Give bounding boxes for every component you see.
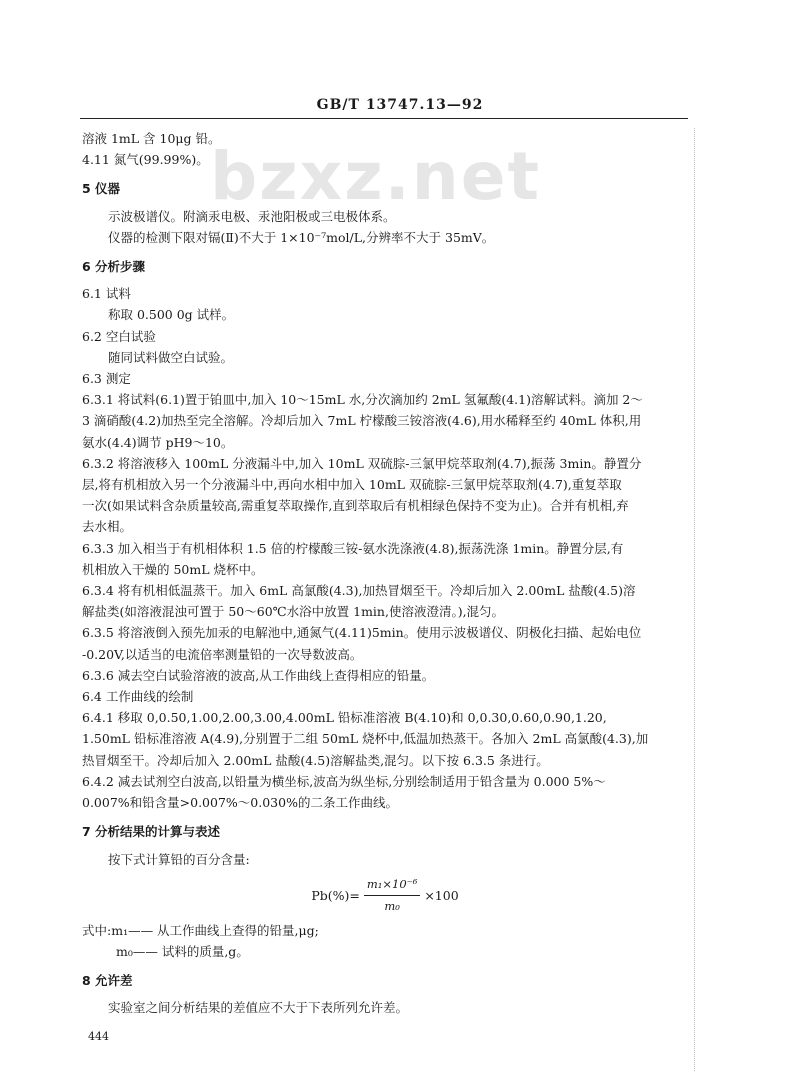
text-line: 4.11 氮气(99.99%)。 [82,152,209,168]
formula [82,874,688,918]
text-line: 随同试料做空白试验。 [108,349,234,365]
text-line: 按下式计算铅的百分含量: [108,851,250,867]
section-heading-5: 5 仪器 [82,181,121,197]
text-line: 实验室之间分析结果的差值应不大于下表所列允许差。 [108,1000,409,1016]
paragraph-line: 6.3.1 将试料(6.1)置于铂皿中,加入 10～15mL 水,分次滴加约 2mL 氢氟酸(4.1)溶解试料。滴加 2～ [82,392,643,408]
paragraph-line: 6.3.2 将溶液移入 100mL 分液漏斗中,加入 10mL 双硫腙-三氯甲烷萃取剂(4.7),振荡 3min。静置分 [82,455,642,471]
paragraph-line: 3 滴硝酸(4.2)加热至完全溶解。冷却后加入 7mL 柠檬酸三铵溶液(4.6),用水稀释至约 40mL 体积,用 [82,413,642,429]
formula-numerator: m₁×10⁻⁶ [364,874,420,896]
formula-left: Pb(%)= [311,887,360,903]
where-line: 式中:m₁—— 从工作曲线上查得的铅量,μg; [82,922,319,938]
text-line: 仪器的检测下限对镉(Ⅱ)不大于 1×10⁻⁷mol/L,分辨率不大于 35mV。 [108,229,495,245]
text-line: 溶液 1mL 含 10μg 铅。 [82,131,221,146]
paragraph-line: 6.4.1 移取 0,0.50,1.00,2.00,3.00,4.00mL 铅标准溶液 B(4.10)和 0,0.30,0.60,0.90,1.20, [82,710,607,726]
binding-edge [694,128,695,1071]
paragraph-line: 6.3.4 将有机相低温蒸干。加入 6mL 高氯酸(4.3),加热冒烟至干。冷却后加入 2.00mL 盐酸(4.5)溶 [82,583,636,599]
paragraph-line: 机相放入干燥的 50mL 烧杯中。 [82,561,264,577]
paragraph-line: 6.4.2 减去试剂空白波高,以铅量为横坐标,波高为纵坐标,分别绘制适用于铅含量为 0.000 5%～ [82,773,606,789]
subsection-heading: 6.1 试料 [82,286,131,302]
watermark: bzxz.net [210,138,542,215]
header-rule [80,118,688,119]
document-body [82,128,688,1019]
section-heading-6: 6 分析步骤 [82,259,146,275]
formula-fraction [364,874,420,917]
paragraph-line: 0.007%和铅含量>0.007%～0.030%的二条工作曲线。 [82,795,398,811]
subsection-heading: 6.4 工作曲线的绘制 [82,689,194,705]
paragraph-line: 6.3.5 将溶液倒入预先加汞的电解池中,通氮气(4.11)5min。使用示波极谱仪、阴极化扫描、起始电位 [82,625,642,641]
paragraph-line: 一次(如果试料含杂质量较高,需重复萃取操作,直到萃取后有机相绿色保持不变为止)。合并有机相,弃 [82,498,629,514]
paragraph-line: 1.50mL 铅标准溶液 A(4.9),分别置于二组 50mL 烧杯中,低温加热蒸干。各加入 2mL 高氯酸(4.3),加 [82,731,649,747]
paragraph-line: 6.3.3 加入相当于有机相体积 1.5 倍的柠檬酸三铵-氨水洗涤液(4.8),振荡洗涤 1min。静置分层,有 [82,540,624,556]
formula-right: ×100 [424,887,459,903]
section-heading-7: 7 分析结果的计算与表述 [82,824,221,840]
text-line: 示波极谱仪。附滴汞电极、汞池阳极或三电极体系。 [108,208,396,224]
paragraph-line: 热冒烟至干。冷却后加入 2.00mL 盐酸(4.5)溶解盐类,混匀。以下按 6.3.5 条进行。 [82,752,549,768]
paragraph-line: -0.20V,以适当的电流倍率测量铅的一次导数波高。 [82,646,363,662]
paragraph-line: 氨水(4.4)调节 pH9～10。 [82,434,234,450]
paragraph-line: 去水相。 [82,519,133,535]
where-line: m₀—— 试料的质量,g。 [116,943,249,959]
standard-code-header: GB/T 13747.13—92 [316,97,484,113]
subsection-heading: 6.2 空白试验 [82,328,156,344]
text-line: 称取 0.500 0g 试样。 [108,307,235,323]
subsection-heading: 6.3 测定 [82,371,131,387]
formula-denominator: m₀ [384,898,400,913]
page-number: 444 [88,1030,109,1043]
paragraph-line: 层,将有机相放入另一个分液漏斗中,再向水相中加入 10mL 双硫腙-三氯甲烷萃取剂(4.7),重复萃取 [82,477,622,493]
section-heading-8: 8 允许差 [82,973,133,989]
paragraph-line: 6.3.6 减去空白试验溶液的波高,从工作曲线上查得相应的铅量。 [82,667,435,683]
paragraph-line: 解盐类(如溶液混浊可置于 50～60℃水浴中放置 1min,使溶液澄清。),混匀。 [82,604,505,620]
